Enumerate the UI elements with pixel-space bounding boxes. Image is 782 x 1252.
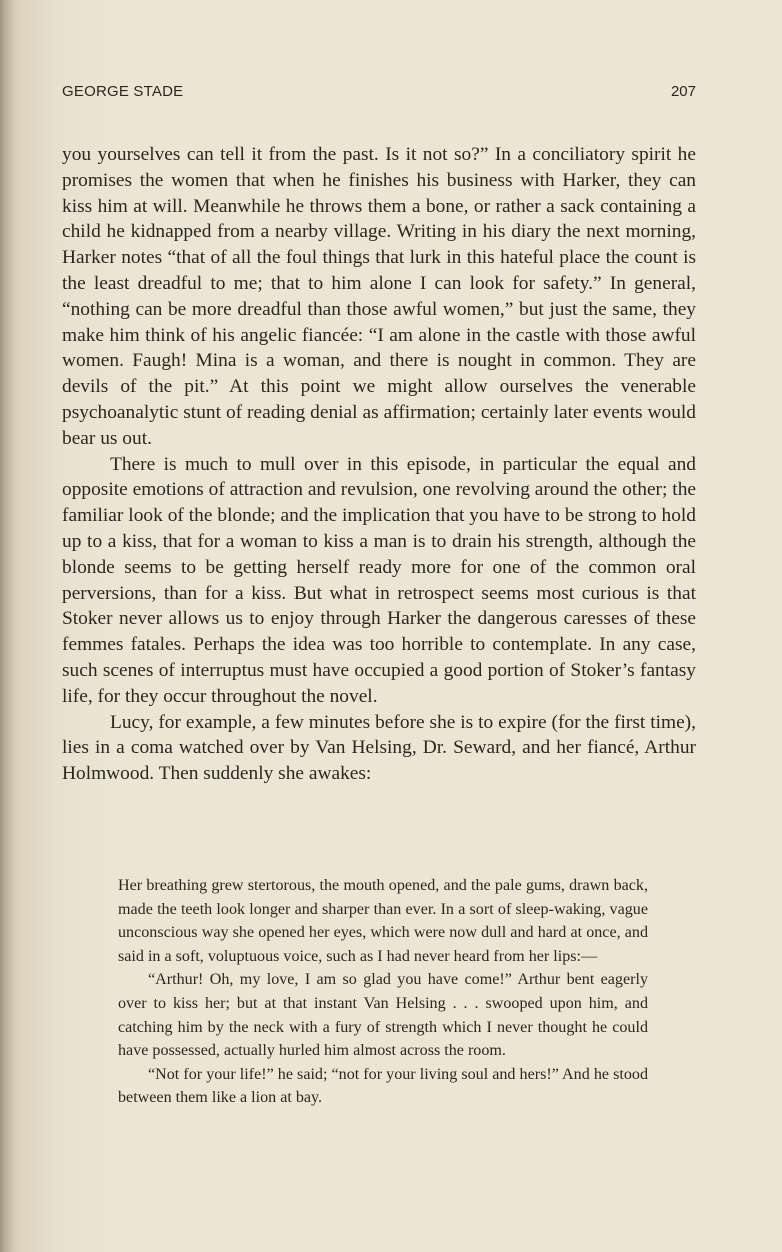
body-paragraph: There is much to mull over in this episode, in particular the equal and opposite emotions of attraction and revulsion, one revolving around the other; the familiar look of the blonde; and the implication that you have to be strong to hold up to a kiss, that for a woman to kiss a man is to drain his strength, although the blonde seems to be getting herself ready more for one of the common oral perversions, than for a kiss. But what in retrospect seems most curious is that Stoker never allows us to enjoy through Harker the dangerous caresses of these femmes fatales. Perhaps the idea was too horrible to contemplate. In any case, such scenes of interruptus must have occupied a good portion of Stoker’s fantasy life, for they occur throughout the novel. xyxy=(62,453,696,707)
block-quote xyxy=(118,874,648,1110)
body-paragraph: Lucy, for example, a few minutes before she is to expire (for the first time), lies in a coma watched over by Van Helsing, Dr. Seward, and her fiancé, Arthur Holmwood. Then suddenly she awakes: xyxy=(62,711,696,785)
body-paragraph: you yourselves can tell it from the past. Is it not so?” In a conciliatory spirit he promises the women that when he finishes his business with Harker, they can kiss him at will. Meanwhile he throws them a bone, or rather a sack containing a child he kidnapped from a nearby village. Writing in his diary the next morning, Harker notes “that of all the foul things that lurk in this hateful place the count is the least dreadful to me; that to him alone I can look for safety.” In general, “nothing can be more dreadful than those awful women,” but just the same, they make him think of his angelic fiancée: “I am alone in the castle with those awful women. Faugh! Mina is a woman, and there is nought in common. They are devils of the pit.” At this point we might allow ourselves the venerable psychoanalytic stunt of reading denial as affirmation; certainly later events would bear us out. xyxy=(62,144,696,449)
quote-paragraph: “Arthur! Oh, my love, I am so glad you have come!” Arthur bent eagerly over to kiss her; but at that instant Van Helsing . . . swooped upon him, and catching him by the neck with a fury of strength which I never thought he could have possessed, actually hurled him almost across the room. xyxy=(118,971,648,1060)
page-spine-shadow xyxy=(0,0,14,1252)
quote-paragraph: “Not for your life!” he said; “not for your living soul and hers!” And he stood between them like a lion at bay. xyxy=(118,1065,648,1107)
page-number: 207 xyxy=(670,83,696,100)
quote-paragraph: Her breathing grew stertorous, the mouth opened, and the pale gums, drawn back, made the teeth look longer and sharper than ever. In a sort of sleep-waking, vague unconscious way she opened her eyes, which were now dull and hard at once, and said in a soft, voluptuous voice, such as I had never heard from her lips:— xyxy=(118,877,648,965)
page-header xyxy=(62,83,696,105)
running-head: GEORGE STADE xyxy=(62,83,184,100)
body-text xyxy=(62,142,696,787)
